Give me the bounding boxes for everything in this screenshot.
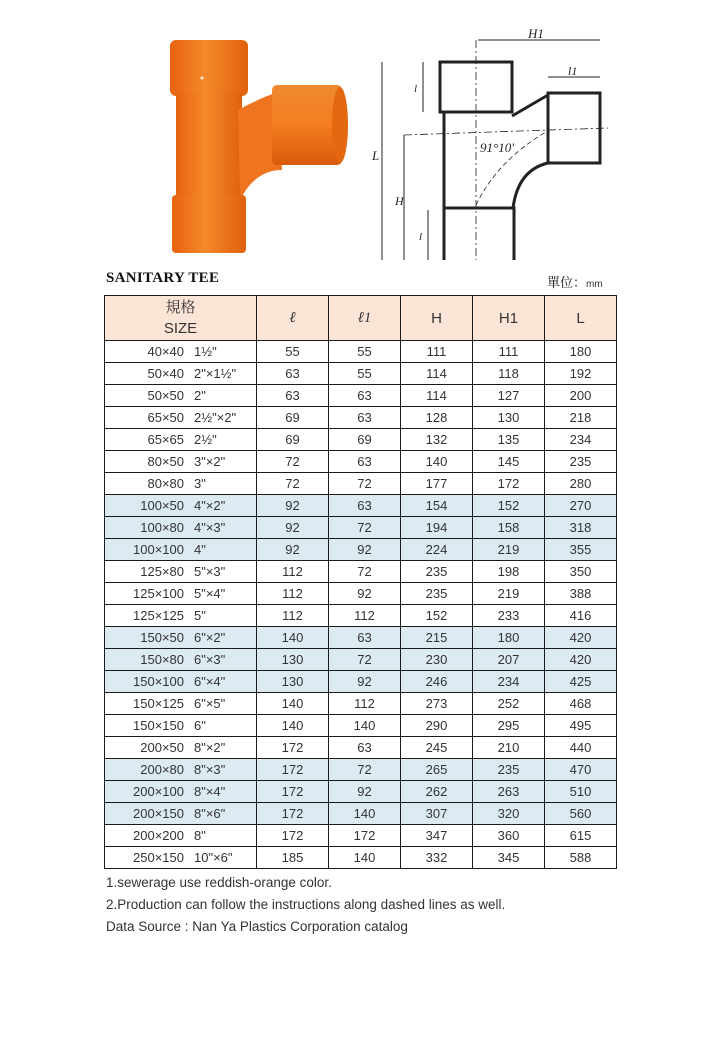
table-row	[105, 473, 617, 495]
cell-L: 235	[545, 451, 617, 473]
cell-L: 416	[545, 605, 617, 627]
cell-l1: 55	[329, 341, 401, 363]
cell-H: 245	[401, 737, 473, 759]
cell-H1: 345	[473, 847, 545, 869]
cell-l: 63	[257, 363, 329, 385]
cell-l: 72	[257, 473, 329, 495]
cell-l: 172	[257, 825, 329, 847]
table-row	[105, 627, 617, 649]
cell-L: 440	[545, 737, 617, 759]
size-inch: 4"	[194, 542, 206, 557]
cell-l: 140	[257, 693, 329, 715]
cell-size	[105, 363, 257, 385]
cell-L: 588	[545, 847, 617, 869]
cell-L: 180	[545, 341, 617, 363]
cell-l1: 69	[329, 429, 401, 451]
table-header-row	[105, 296, 617, 341]
cell-l: 130	[257, 671, 329, 693]
svg-text:L: L	[372, 148, 380, 163]
cell-L: 420	[545, 649, 617, 671]
cell-l: 63	[257, 385, 329, 407]
svg-text:l1: l1	[568, 64, 578, 78]
cell-size	[105, 341, 257, 363]
size-mm: 200×200	[133, 828, 184, 843]
product-title: SANITARY TEE	[106, 270, 220, 286]
cell-l: 172	[257, 781, 329, 803]
cell-L: 270	[545, 495, 617, 517]
size-mm: 80×80	[147, 476, 184, 491]
size-mm: 150×125	[133, 696, 184, 711]
size-mm: 150×100	[133, 674, 184, 689]
cell-H: 111	[401, 341, 473, 363]
table-row	[105, 847, 617, 869]
cell-H: 235	[401, 561, 473, 583]
size-inch: 3"	[194, 476, 206, 491]
size-mm: 150×150	[133, 718, 184, 733]
data-source: Data Source : Nan Ya Plastics Corporation catalog	[106, 919, 408, 934]
size-mm: 100×80	[140, 520, 184, 535]
cell-l: 69	[257, 407, 329, 429]
header-H1: H1	[473, 296, 545, 341]
table-row	[105, 759, 617, 781]
tee-dimension-drawing-icon	[368, 20, 618, 260]
header-size-cn: 規格	[165, 299, 196, 316]
size-mm: 80×50	[147, 454, 184, 469]
size-inch: 5"×3"	[194, 564, 226, 579]
table-row	[105, 539, 617, 561]
cell-l1: 72	[329, 649, 401, 671]
svg-text:l: l	[419, 231, 423, 243]
svg-text:91°10': 91°10'	[480, 140, 514, 155]
table-row	[105, 517, 617, 539]
size-inch: 8"×6"	[194, 806, 226, 821]
cell-H: 114	[401, 363, 473, 385]
size-mm: 50×40	[147, 366, 184, 381]
cell-H1: 235	[473, 759, 545, 781]
svg-text:H1: H1	[528, 26, 544, 41]
table-row	[105, 385, 617, 407]
cell-l: 112	[257, 583, 329, 605]
cell-l1: 172	[329, 825, 401, 847]
table-row	[105, 649, 617, 671]
size-inch: 6"×2"	[194, 630, 226, 645]
cell-size	[105, 539, 257, 561]
cell-size	[105, 737, 257, 759]
cell-H: 230	[401, 649, 473, 671]
size-inch: 8"×4"	[194, 784, 226, 799]
cell-l: 72	[257, 451, 329, 473]
cell-size	[105, 715, 257, 737]
table-row	[105, 737, 617, 759]
cell-L: 200	[545, 385, 617, 407]
table-row	[105, 583, 617, 605]
cell-H: 177	[401, 473, 473, 495]
cell-H: 154	[401, 495, 473, 517]
cell-size	[105, 605, 257, 627]
cell-H1: 152	[473, 495, 545, 517]
size-mm: 125×100	[133, 586, 184, 601]
cell-H: 307	[401, 803, 473, 825]
table-row	[105, 693, 617, 715]
size-inch: 2½"×2"	[194, 410, 237, 425]
cell-L: 468	[545, 693, 617, 715]
size-inch: 4"×2"	[194, 498, 226, 513]
cell-L: 218	[545, 407, 617, 429]
header-size	[105, 296, 257, 341]
cell-H1: 320	[473, 803, 545, 825]
cell-L: 510	[545, 781, 617, 803]
cell-H1: 130	[473, 407, 545, 429]
svg-text:l: l	[414, 83, 418, 95]
cell-l: 112	[257, 605, 329, 627]
cell-H1: 145	[473, 451, 545, 473]
size-inch: 4"×3"	[194, 520, 226, 535]
cell-size	[105, 759, 257, 781]
cell-l1: 92	[329, 671, 401, 693]
unit-value: mm	[586, 279, 603, 290]
size-inch: 6"×5"	[194, 696, 226, 711]
size-mm: 250×150	[133, 850, 184, 865]
cell-L: 470	[545, 759, 617, 781]
cell-H: 128	[401, 407, 473, 429]
cell-l1: 92	[329, 539, 401, 561]
cell-L: 350	[545, 561, 617, 583]
cell-L: 495	[545, 715, 617, 737]
cell-l: 69	[257, 429, 329, 451]
size-inch: 3"×2"	[194, 454, 226, 469]
cell-l: 112	[257, 561, 329, 583]
cell-H: 262	[401, 781, 473, 803]
table-row	[105, 407, 617, 429]
table-row	[105, 451, 617, 473]
cell-H: 114	[401, 385, 473, 407]
size-mm: 50×50	[147, 388, 184, 403]
size-inch: 8"×2"	[194, 740, 226, 755]
cell-size	[105, 583, 257, 605]
spec-table	[104, 295, 617, 869]
cell-l: 92	[257, 495, 329, 517]
cell-H: 347	[401, 825, 473, 847]
size-mm: 40×40	[147, 344, 184, 359]
cell-L: 280	[545, 473, 617, 495]
cell-l: 55	[257, 341, 329, 363]
cell-l1: 140	[329, 847, 401, 869]
cell-l: 172	[257, 737, 329, 759]
cell-H1: 360	[473, 825, 545, 847]
size-inch: 6"×3"	[194, 652, 226, 667]
cell-l1: 63	[329, 407, 401, 429]
cell-H: 332	[401, 847, 473, 869]
cell-l: 140	[257, 627, 329, 649]
cell-l: 130	[257, 649, 329, 671]
header-size-en: SIZE	[163, 320, 198, 337]
cell-l1: 63	[329, 737, 401, 759]
size-mm: 100×50	[140, 498, 184, 513]
cell-l1: 55	[329, 363, 401, 385]
cell-H1: 207	[473, 649, 545, 671]
table-row	[105, 671, 617, 693]
header-l: ℓ	[257, 296, 329, 341]
header-L: L	[545, 296, 617, 341]
size-inch: 2"	[194, 388, 206, 403]
size-mm: 100×100	[133, 542, 184, 557]
table-row	[105, 781, 617, 803]
table-row	[105, 715, 617, 737]
unit-label	[547, 272, 603, 291]
cell-size	[105, 429, 257, 451]
cell-H: 194	[401, 517, 473, 539]
table-row	[105, 825, 617, 847]
cell-H: 152	[401, 605, 473, 627]
cell-l: 92	[257, 517, 329, 539]
cell-H: 246	[401, 671, 473, 693]
cell-l1: 112	[329, 605, 401, 627]
cell-H: 140	[401, 451, 473, 473]
cell-L: 615	[545, 825, 617, 847]
cell-H1: 234	[473, 671, 545, 693]
cell-l1: 140	[329, 803, 401, 825]
cell-H: 290	[401, 715, 473, 737]
cell-L: 560	[545, 803, 617, 825]
svg-text:H: H	[395, 194, 404, 208]
cell-H1: 210	[473, 737, 545, 759]
cell-H: 215	[401, 627, 473, 649]
table-row	[105, 803, 617, 825]
cell-size	[105, 407, 257, 429]
cell-size	[105, 473, 257, 495]
cell-l1: 92	[329, 781, 401, 803]
table-row	[105, 561, 617, 583]
cell-H1: 111	[473, 341, 545, 363]
cell-l1: 140	[329, 715, 401, 737]
cell-H1: 135	[473, 429, 545, 451]
note-1: 1.sewerage use reddish-orange color.	[106, 875, 332, 890]
cell-L: 420	[545, 627, 617, 649]
note-2: 2.Production can follow the instructions along dashed lines as well.	[106, 897, 506, 912]
size-inch: 5"×4"	[194, 586, 226, 601]
cell-L: 192	[545, 363, 617, 385]
cell-H1: 263	[473, 781, 545, 803]
cell-size	[105, 561, 257, 583]
cell-l: 185	[257, 847, 329, 869]
header-l1: ℓ1	[329, 296, 401, 341]
cell-size	[105, 451, 257, 473]
cell-size	[105, 495, 257, 517]
cell-H1: 172	[473, 473, 545, 495]
cell-H: 132	[401, 429, 473, 451]
cell-H1: 158	[473, 517, 545, 539]
cell-H1: 252	[473, 693, 545, 715]
cell-l1: 112	[329, 693, 401, 715]
cell-l1: 63	[329, 385, 401, 407]
unit-label-text: 單位：	[547, 275, 587, 290]
cell-H1: 118	[473, 363, 545, 385]
cell-size	[105, 649, 257, 671]
cell-l1: 63	[329, 451, 401, 473]
table-row	[105, 363, 617, 385]
notes	[106, 872, 505, 938]
cell-L: 318	[545, 517, 617, 539]
size-inch: 10"×6"	[194, 850, 233, 865]
product-photo	[160, 30, 360, 255]
size-inch: 1½"	[194, 344, 217, 359]
cell-H: 235	[401, 583, 473, 605]
size-mm: 200×150	[133, 806, 184, 821]
cell-size	[105, 671, 257, 693]
cell-H1: 219	[473, 583, 545, 605]
cell-size	[105, 781, 257, 803]
header-H: H	[401, 296, 473, 341]
cell-H1: 219	[473, 539, 545, 561]
size-mm: 125×125	[133, 608, 184, 623]
cell-l1: 72	[329, 561, 401, 583]
size-inch: 6"	[194, 718, 206, 733]
size-inch: 5"	[194, 608, 206, 623]
table-row	[105, 605, 617, 627]
cell-l1: 72	[329, 759, 401, 781]
cell-size	[105, 627, 257, 649]
cell-l: 172	[257, 759, 329, 781]
cell-H: 265	[401, 759, 473, 781]
size-inch: 2½"	[194, 432, 217, 447]
cell-l1: 63	[329, 495, 401, 517]
technical-drawing	[368, 20, 618, 260]
cell-H: 273	[401, 693, 473, 715]
size-mm: 65×65	[147, 432, 184, 447]
cell-l1: 72	[329, 517, 401, 539]
size-mm: 125×80	[140, 564, 184, 579]
size-mm: 65×50	[147, 410, 184, 425]
size-mm: 200×80	[140, 762, 184, 777]
size-mm: 200×50	[140, 740, 184, 755]
table-row	[105, 341, 617, 363]
cell-l: 140	[257, 715, 329, 737]
cell-H1: 127	[473, 385, 545, 407]
cell-size	[105, 803, 257, 825]
cell-L: 355	[545, 539, 617, 561]
table-body	[105, 341, 617, 869]
cell-L: 234	[545, 429, 617, 451]
table-row	[105, 429, 617, 451]
cell-size	[105, 517, 257, 539]
size-inch: 8"	[194, 828, 206, 843]
cell-H: 224	[401, 539, 473, 561]
cell-size	[105, 693, 257, 715]
sanitary-tee-photo-icon	[160, 30, 360, 255]
cell-H1: 198	[473, 561, 545, 583]
cell-L: 425	[545, 671, 617, 693]
size-inch: 2"×1½"	[194, 366, 237, 381]
cell-H1: 295	[473, 715, 545, 737]
size-inch: 8"×3"	[194, 762, 226, 777]
size-inch: 6"×4"	[194, 674, 226, 689]
cell-L: 388	[545, 583, 617, 605]
cell-size	[105, 825, 257, 847]
cell-l: 172	[257, 803, 329, 825]
cell-H1: 180	[473, 627, 545, 649]
cell-size	[105, 847, 257, 869]
cell-size	[105, 385, 257, 407]
cell-l: 92	[257, 539, 329, 561]
size-mm: 200×100	[133, 784, 184, 799]
table-row	[105, 495, 617, 517]
cell-l1: 92	[329, 583, 401, 605]
cell-H1: 233	[473, 605, 545, 627]
size-mm: 150×80	[140, 652, 184, 667]
cell-l1: 63	[329, 627, 401, 649]
cell-l1: 72	[329, 473, 401, 495]
size-mm: 150×50	[140, 630, 184, 645]
